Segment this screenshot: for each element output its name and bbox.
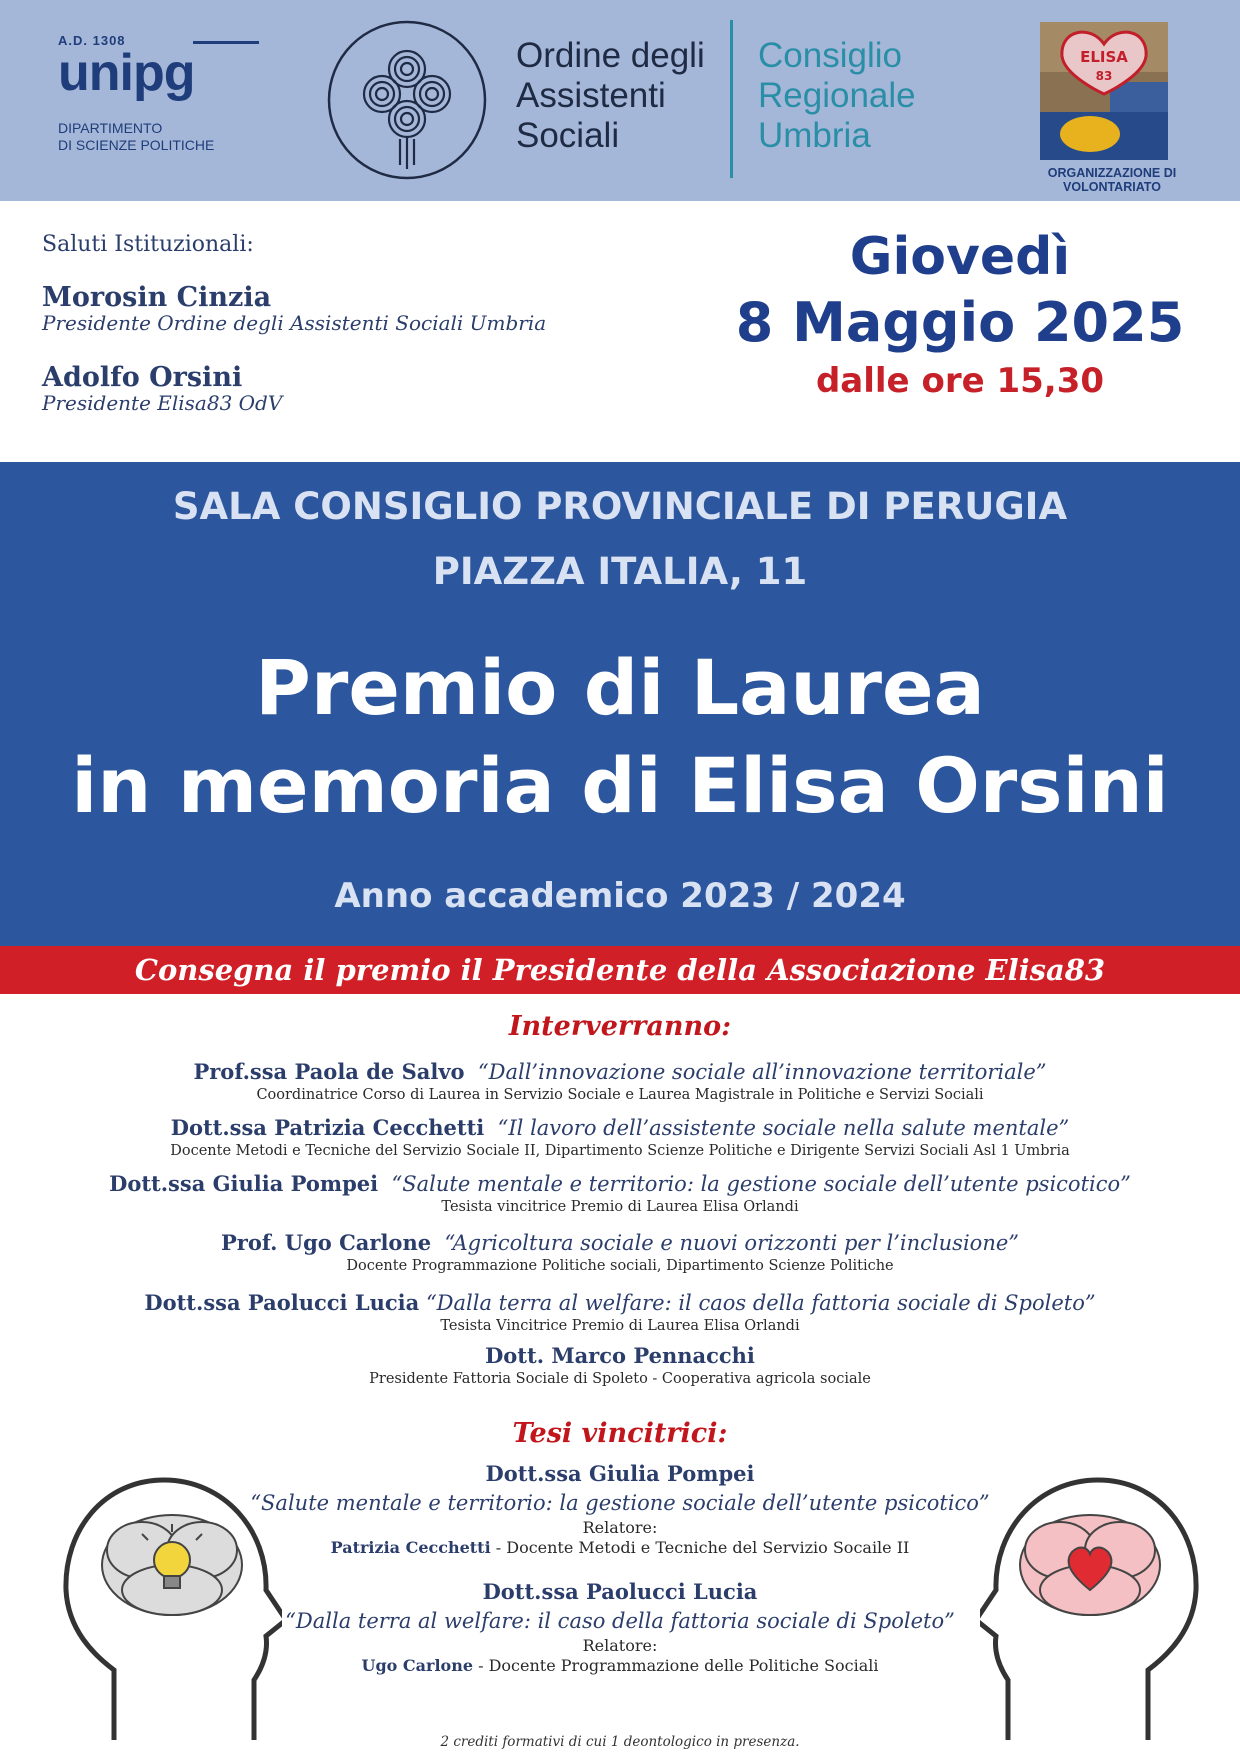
head-heart-icon bbox=[980, 1440, 1200, 1750]
speaker-role: Coordinatrice Corso di Laurea in Servizio Sociale e Laurea Magistrale in Politiche e Servizi Sociali bbox=[256, 1087, 984, 1103]
speaker-role: Docente Metodi e Tecniche del Servizio Sociale II, Dipartimento Scienze Politiche e Dirigente Servizi Sociali Asl 1 Umbria bbox=[170, 1143, 1070, 1159]
venue-name: SALA CONSIGLIO PROVINCIALE DI PERUGIA bbox=[172, 485, 1068, 528]
regional-council-name bbox=[758, 36, 916, 156]
header-band bbox=[0, 0, 1240, 201]
oas-name bbox=[516, 36, 705, 156]
unipg-rule bbox=[193, 41, 259, 44]
elisa83-logo bbox=[1040, 22, 1168, 160]
theses-heading: Tesi vincitrici: bbox=[512, 1418, 728, 1449]
head-lightbulb-icon bbox=[62, 1440, 282, 1750]
speaker-entry bbox=[0, 1229, 1240, 1275]
speaker-entry bbox=[0, 1114, 1240, 1160]
speakers-heading: Interverranno: bbox=[508, 1011, 732, 1042]
event-day: Giovedì bbox=[849, 227, 1071, 287]
unipg-wordmark: unipg bbox=[58, 44, 195, 102]
supervisor-name: Patrizia Cecchetti bbox=[330, 1538, 491, 1557]
thesis-title: “Dalla terra al welfare: il caso della fattoria sociale di Spoleto” bbox=[285, 1609, 955, 1633]
dept-line1: DIPARTIMENTO bbox=[58, 120, 163, 136]
venue-address: PIAZZA ITALIA, 11 bbox=[432, 550, 808, 593]
greeting-person bbox=[42, 362, 282, 415]
speaker-talk: “Il lavoro dell’assistente sociale nella salute mentale” bbox=[497, 1116, 1070, 1140]
person-name: Adolfo Orsini bbox=[42, 362, 243, 393]
thesis-title: “Salute mentale e territorio: la gestione sociale dell’utente psicotico” bbox=[250, 1491, 990, 1515]
speaker-talk: “Salute mentale e territorio: la gestione sociale dell’utente psicotico” bbox=[391, 1172, 1131, 1196]
event-date bbox=[680, 226, 1240, 404]
header-divider bbox=[730, 20, 733, 178]
main-title-line2: in memoria di Elisa Orsini bbox=[71, 741, 1169, 830]
elisa-logo-num: 83 bbox=[1095, 69, 1113, 83]
speaker-name: Dott.ssa Patrizia Cecchetti bbox=[170, 1115, 485, 1140]
footer-note: 2 crediti formativi di cui 1 deontologico in presenza. bbox=[440, 1734, 800, 1750]
speaker-talk: “Agricoltura sociale e nuovi orizzonti per l’inclusione” bbox=[444, 1231, 1020, 1255]
crt-line3: Umbria bbox=[758, 116, 871, 155]
speaker-name: Dott.ssa Paolucci Lucia bbox=[144, 1290, 420, 1315]
person-role: Presidente Ordine degli Assistenti Sociali Umbria bbox=[42, 311, 547, 335]
speaker-role: Tesista vincitrice Premio di Laurea Elisa Orlandi bbox=[441, 1199, 799, 1215]
elisa-logo-text: ELISA bbox=[1080, 48, 1128, 66]
speaker-entry bbox=[0, 1058, 1240, 1104]
speaker-role: Presidente Fattoria Sociale di Spoleto - Cooperativa agricola sociale bbox=[369, 1371, 871, 1387]
speaker-entry bbox=[0, 1289, 1240, 1335]
crt-line1: Consiglio bbox=[758, 36, 902, 75]
speaker-name: Prof.ssa Paola de Salvo bbox=[193, 1059, 465, 1084]
person-role: Presidente Elisa83 OdV bbox=[42, 391, 283, 415]
unipg-founding-year: A.D. 1308 bbox=[58, 33, 126, 48]
academic-year: Anno accademico 2023 / 2024 bbox=[334, 876, 906, 916]
supervisor-name: Ugo Carlone bbox=[361, 1656, 474, 1675]
speaker-name: Prof. Ugo Carlone bbox=[220, 1230, 432, 1255]
crt-line2: Regionale bbox=[758, 76, 916, 115]
event-time: dalle ore 15,30 bbox=[815, 361, 1105, 401]
thesis-rel-label: Relatore: bbox=[582, 1636, 658, 1655]
greeting-person bbox=[42, 282, 546, 335]
speaker-role: Tesista Vincitrice Premio di Laurea Elisa Orlandi bbox=[440, 1318, 800, 1334]
speaker-talk: “Dall’innovazione sociale all’innovazione territoriale” bbox=[477, 1060, 1047, 1084]
thesis-author: Dott.ssa Giulia Pompei bbox=[485, 1461, 755, 1486]
main-title-line1: Premio di Laurea bbox=[255, 643, 985, 732]
award-note: Consegna il premio il Presidente della Associazione Elisa83 bbox=[0, 946, 1240, 994]
dept-line2: DI SCIENZE POLITICHE bbox=[58, 137, 215, 153]
speaker-entry bbox=[0, 1342, 1240, 1388]
supervisor-desc: - Docente Programmazione delle Politiche Sociali bbox=[473, 1656, 879, 1675]
greetings-label: Saluti Istituzionali: bbox=[42, 232, 254, 257]
thesis-rel-label: Relatore: bbox=[582, 1518, 658, 1537]
unipg-logo bbox=[58, 33, 214, 154]
thesis-author: Dott.ssa Paolucci Lucia bbox=[482, 1579, 758, 1604]
speaker-role: Docente Programmazione Politiche sociali, Dipartimento Scienze Politiche bbox=[346, 1258, 894, 1274]
supervisor-desc: - Docente Metodi e Tecniche del Servizio Socaile II bbox=[490, 1538, 910, 1557]
elisa-caption: ORGANIZZAZIONE DI VOLONTARIATO bbox=[1047, 166, 1177, 194]
oas-line3: Sociali bbox=[516, 116, 620, 155]
speaker-name: Dott. Marco Pennacchi bbox=[485, 1343, 755, 1368]
speaker-talk: “Dalla terra al welfare: il caos della fattoria sociale di Spoleto” bbox=[425, 1291, 1096, 1315]
oas-line2: Assistenti bbox=[516, 76, 666, 115]
speaker-name: Dott.ssa Giulia Pompei bbox=[109, 1171, 379, 1196]
oas-knot-logo-icon bbox=[326, 19, 488, 181]
person-name: Morosin Cinzia bbox=[42, 282, 272, 313]
oas-line1: Ordine degli bbox=[516, 36, 705, 75]
speaker-entry bbox=[0, 1170, 1240, 1216]
event-full-date: 8 Maggio 2025 bbox=[735, 291, 1185, 354]
unipg-department bbox=[58, 120, 214, 154]
